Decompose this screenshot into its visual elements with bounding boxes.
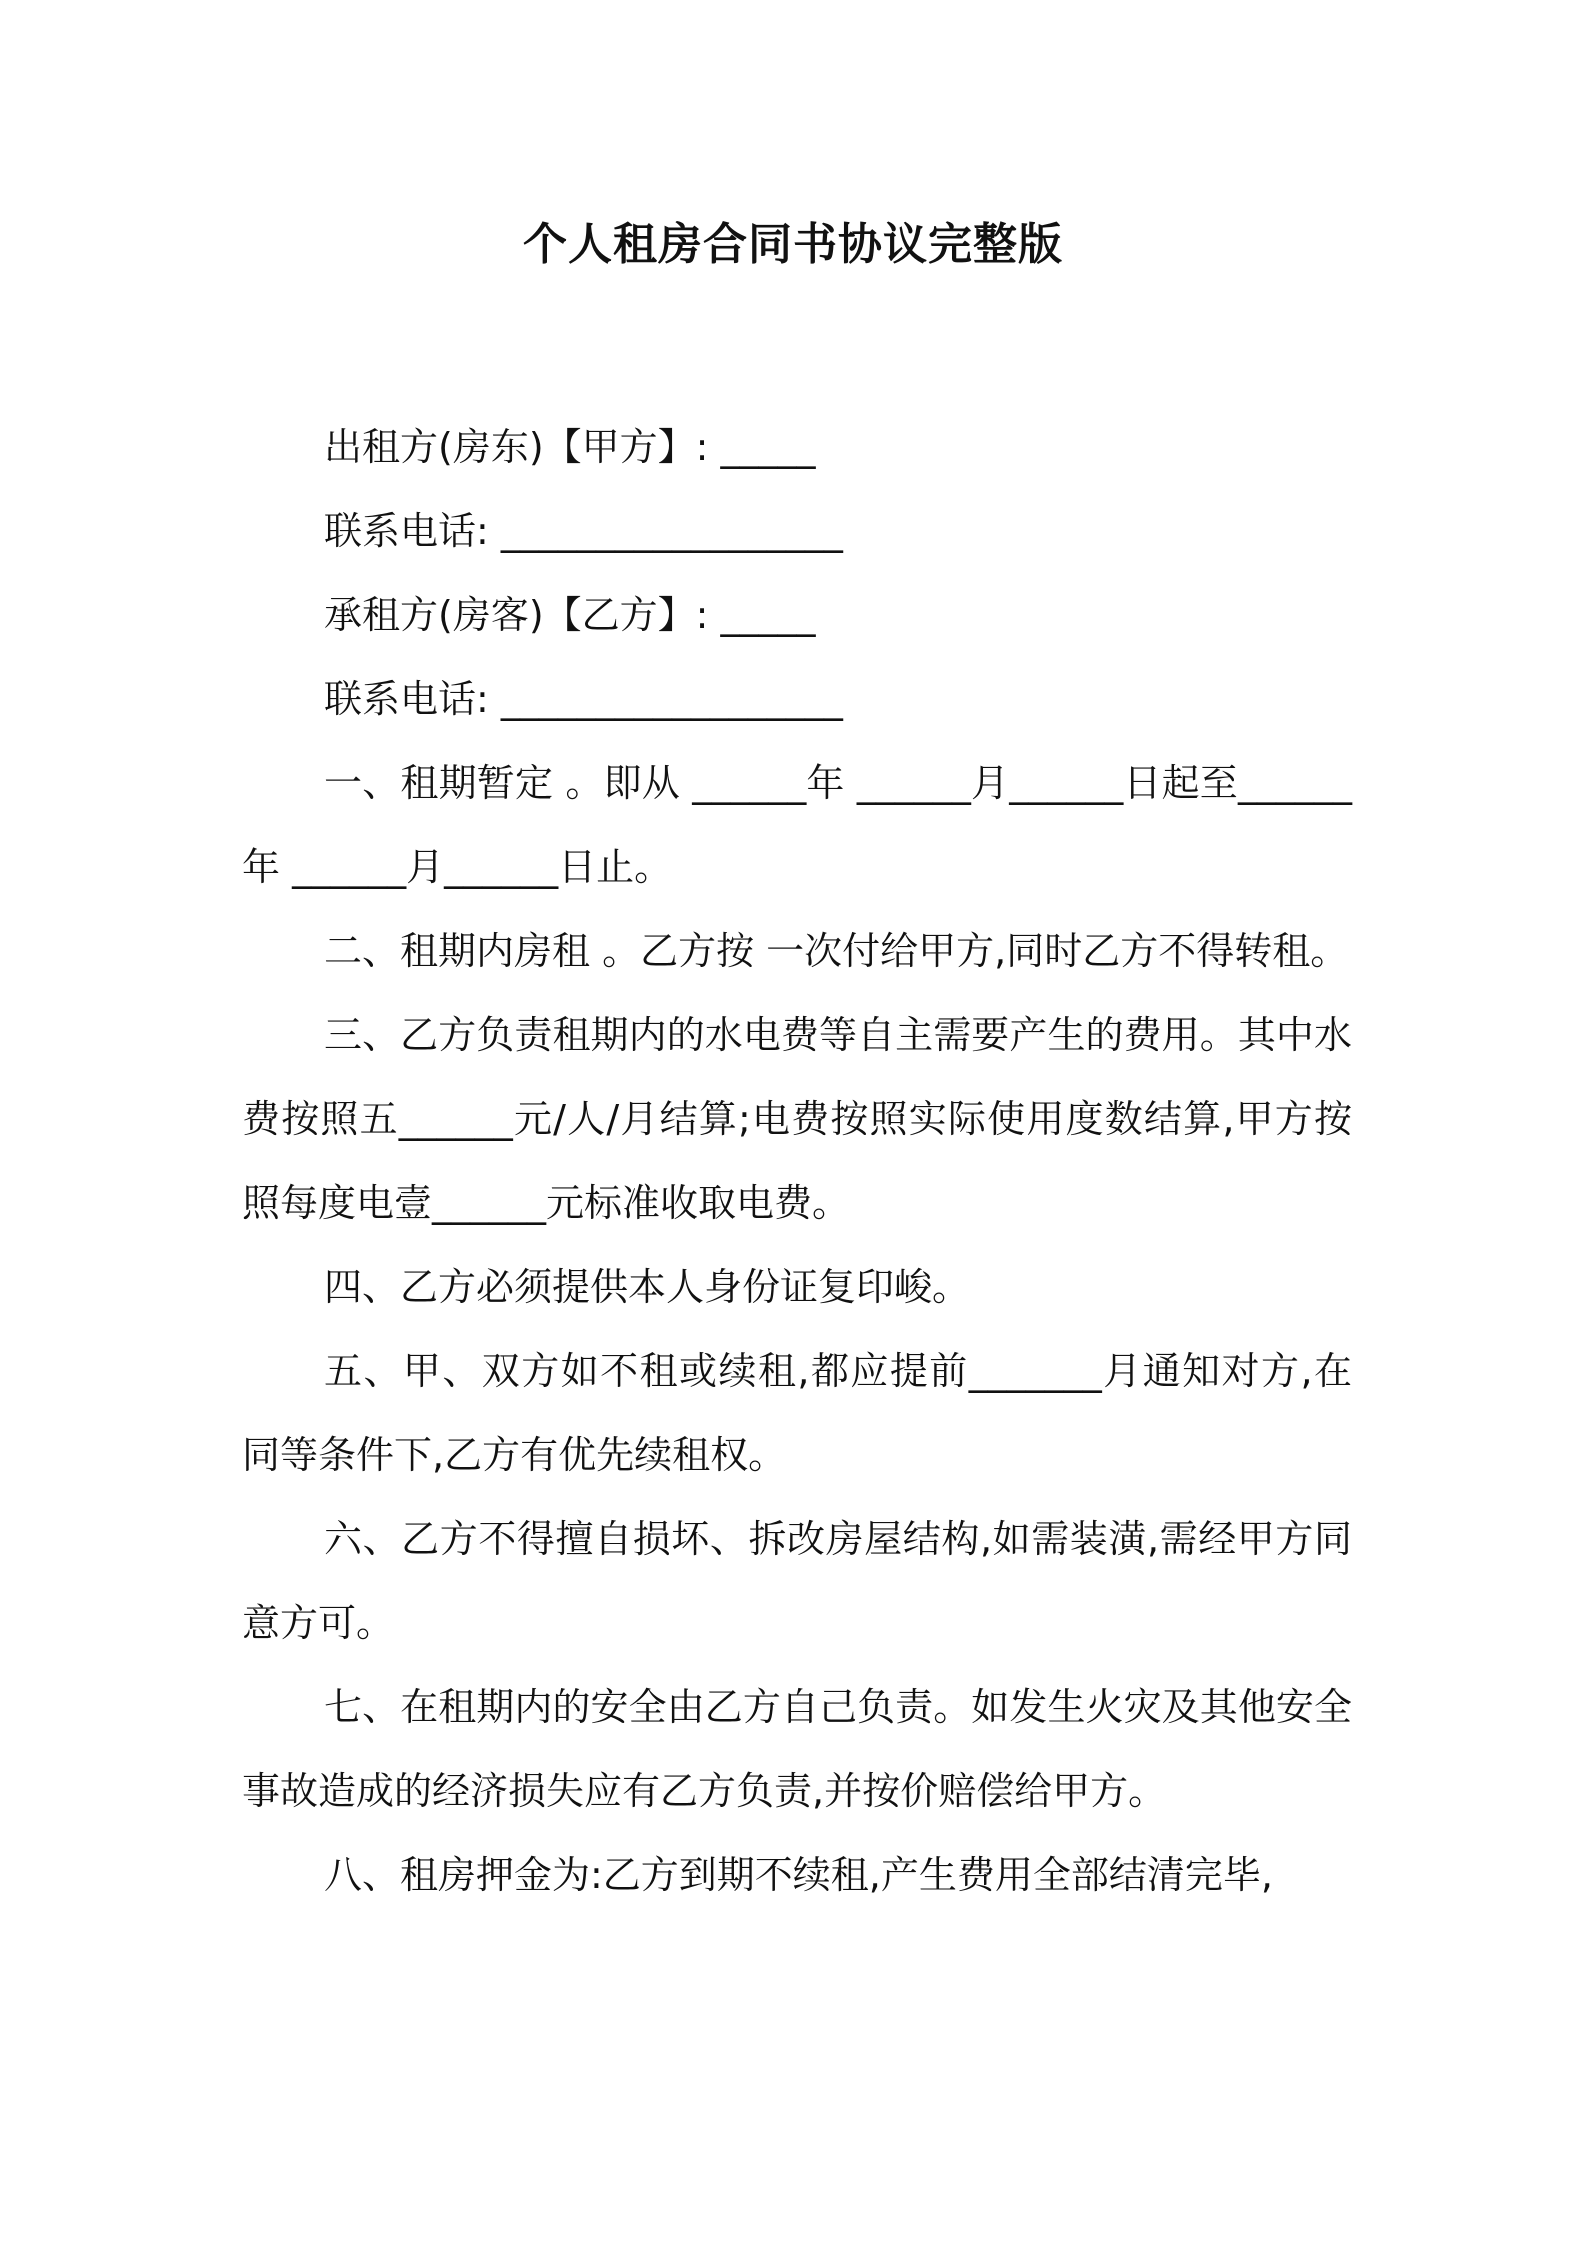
clause-7: 七、在租期内的安全由乙方自己负责。如发生火灾及其他安全事故造成的经济损失应有乙方负责,并按价赔偿给甲方。 — [242, 1685, 1352, 1813]
clause-2: 二、租期内房租 。乙方按 一次付给甲方,同时乙方不得转租。 — [324, 929, 1349, 973]
clause-3: 三、乙方负责租期内的水电费等自主需要产生的费用。其中水费按照五______元/人/月结算;电费按照实际使用度数结算,甲方按照每度电壹______元标准收取电费。 — [242, 1013, 1352, 1225]
document-body — [242, 405, 1352, 1917]
landlord-line: 出租方(房东)【甲方】: _____ — [324, 425, 816, 469]
tenant-line: 承租方(房客)【乙方】: _____ — [324, 593, 816, 637]
landlord-phone-line: 联系电话: __________________ — [324, 509, 843, 553]
clause-1: 一、租期暂定 。即从 ______年 ______月______日起至______年 ______月______日止。 — [242, 761, 1352, 889]
document-title: 个人租房合同书协议完整版 — [523, 219, 1063, 270]
clause-8: 八、租房押金为:乙方到期不续租,产生费用全部结清完毕, — [324, 1853, 1273, 1897]
clause-4: 四、乙方必须提供本人身份证复印峻。 — [324, 1265, 971, 1309]
clause-6: 六、乙方不得擅自损坏、拆改房屋结构,如需装潢,需经甲方同意方可。 — [242, 1517, 1352, 1645]
clause-5: 五、甲、双方如不租或续租,都应提前_______月通知对方,在同等条件下,乙方有优先续租权。 — [242, 1349, 1352, 1477]
tenant-phone-line: 联系电话: __________________ — [324, 677, 843, 721]
